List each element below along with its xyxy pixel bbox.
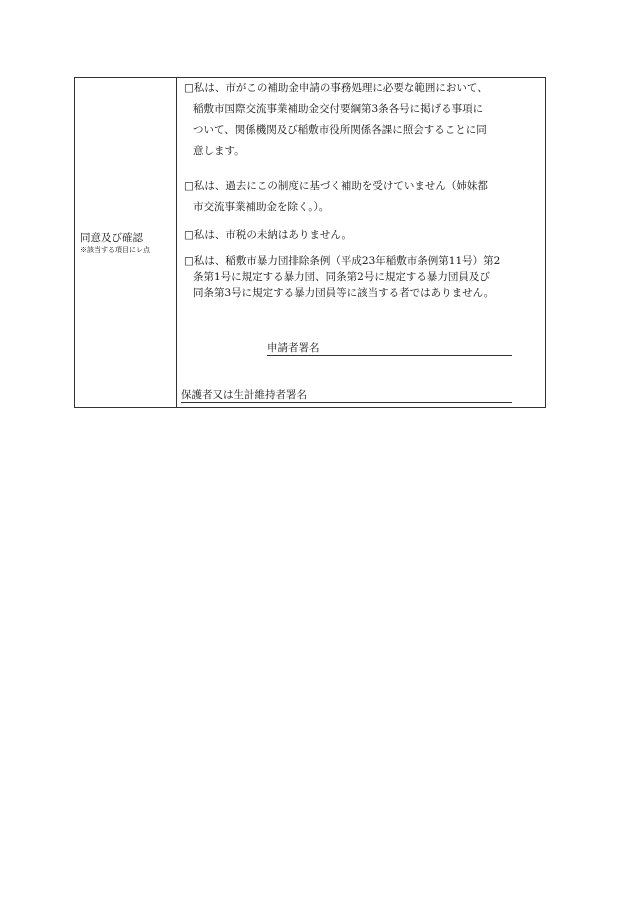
consent-item-inquiry-line-3: ついて、関係機関及び稲敷市役所関係各課に照会することに同	[193, 124, 487, 136]
checkbox-inquiry[interactable]: □	[184, 82, 194, 94]
applicant-signature-field[interactable]	[267, 355, 512, 356]
consent-item-no-prior-subsidy-line-1: 私は、過去にこの制度に基づく補助を受けていません（姉妹都	[193, 180, 488, 192]
consent-item-inquiry-line-1: 私は、市がこの補助金申請の事務処理に必要な範囲において、	[193, 82, 488, 94]
checkbox-no-unpaid-tax[interactable]: □	[184, 229, 194, 241]
consent-item-no-prior-subsidy-line-2: 市交流事業補助金を除く。）。	[193, 201, 330, 213]
consent-label-note: ※該当する項目にレ点	[80, 245, 150, 254]
guardian-signature-label: 保護者又は生計維持者署名	[181, 389, 307, 401]
checkbox-anti-gang[interactable]: □	[184, 255, 194, 267]
consent-item-anti-gang-line-3: 同条第3号に規定する暴力団員等に該当する者ではありません。	[193, 287, 495, 299]
consent-item-no-unpaid-tax	[184, 225, 539, 246]
consent-label-cell	[75, 78, 177, 407]
applicant-signature-label: 申請者署名	[267, 342, 320, 354]
consent-item-anti-gang-line-2: 条第1号に規定する暴力団、同条第2号に規定する暴力団員及び	[193, 271, 490, 283]
consent-content-cell	[177, 78, 545, 407]
consent-item-inquiry	[184, 78, 539, 162]
consent-item-inquiry-line-4: 意します。	[193, 145, 245, 157]
consent-confirmation-table	[74, 77, 546, 408]
consent-label-title: 同意及び確認	[80, 231, 143, 244]
consent-item-anti-gang-line-1: 私は、稲敷市暴力団排除条例（平成23年稲敷市条例第11号）第2	[193, 255, 501, 267]
consent-item-no-unpaid-tax-line-1: 私は、市税の未納はありません。	[193, 229, 353, 241]
checkbox-no-prior-subsidy[interactable]: □	[184, 180, 194, 192]
consent-item-inquiry-line-2: 稲敷市国際交流事業補助金交付要綱第3条各号に掲げる事項に	[193, 103, 484, 115]
guardian-signature-field[interactable]	[181, 402, 512, 403]
consent-item-no-prior-subsidy	[184, 176, 539, 218]
consent-item-anti-gang	[184, 253, 539, 301]
